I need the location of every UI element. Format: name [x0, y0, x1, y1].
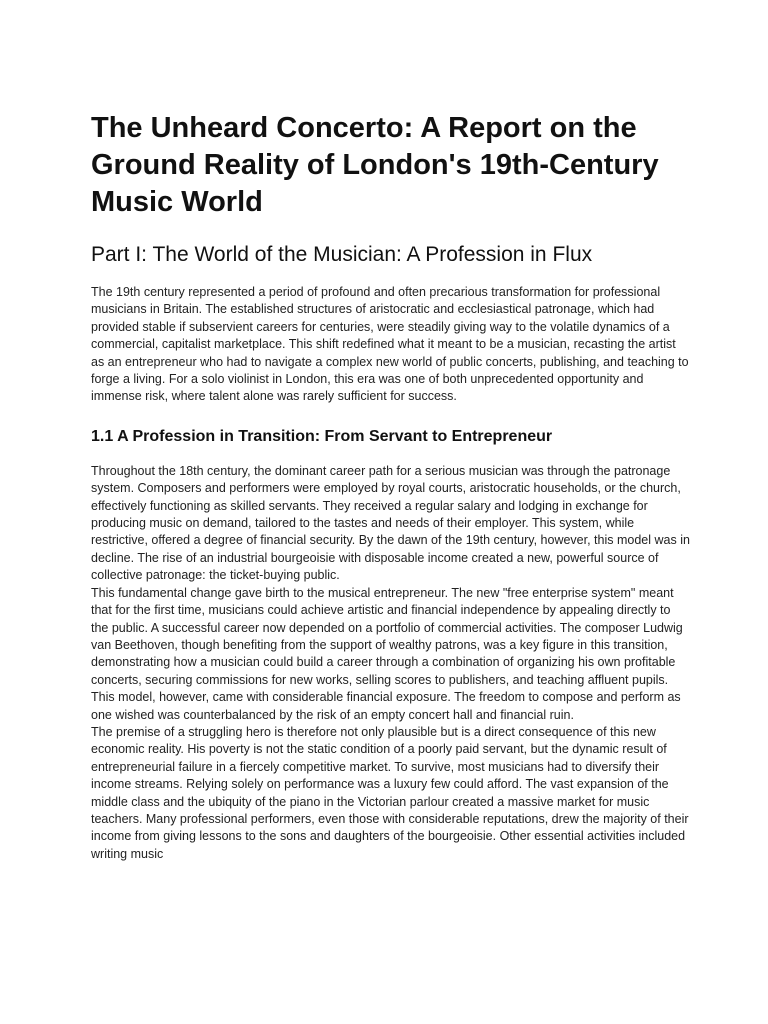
section-paragraph: This fundamental change gave birth to the musical entrepreneur. The new "free enterprise system" meant that for the first time, musicians could achieve artistic and financial independence by appealing directly to the public. A successful career now depended on a portfolio of commercial activities. The composer Ludwig van Beethoven, though benefiting from the support of wealthy patrons, was a key figure in this transition, demonstrating how a musician could build a career through a combination of organizing his own profitable concerts, securing commissions for new works, selling scores to publishers, and teaching affluent pupils. This model, however, came with considerable financial exposure. The freedom to compose and perform as one wished was counterbalanced by the risk of an empty concert hall and financial ruin. [91, 585, 683, 722]
intro-paragraph: The 19th century represented a period of profound and often precarious transformation for professional musicians in Britain. The established structures of aristocratic and ecclesiastical patronage, which had provided stable if subservient careers for centuries, were steadily giving way to the volatile dynamics of a commercial, capitalist marketplace. This shift redefined what it meant to be a musician, recasting the artist as an entrepreneur who had to navigate a complex new world of public concerts, publishing, and teaching to forge a living. For a solo violinist in London, this era was one of both unprecedented opportunity and immense risk, where talent alone was rarely sufficient for success. [91, 285, 689, 404]
document-title: The Unheard Concerto: A Report on the Ground Reality of London's 19th-Century Music World [91, 112, 659, 218]
section-heading: 1.1 A Profession in Transition: From Servant to Entrepreneur [91, 427, 553, 445]
document-page [91, 110, 691, 863]
section-paragraph: The premise of a struggling hero is therefore not only plausible but is a direct consequence of this new economic reality. His poverty is not the static condition of a poorly paid servant, but the dynamic result of entrepreneurial failure in a fiercely competitive market. To survive, most musicians had to diversify their income streams. Relying solely on performance was a luxury few could afford. The vast expansion of the middle class and the ubiquity of the piano in the Victorian parlour created a massive market for music teachers. Many professional performers, even those with considerable reputations, drew the majority of their income from giving lessons to the sons and daughters of the bourgeoisie. Other essential activities included writing music [91, 724, 689, 861]
section-paragraph: Throughout the 18th century, the dominant career path for a serious musician was through the patronage system. Composers and performers were employed by royal courts, aristocratic households, or the church, effectively functioning as skilled servants. They received a regular salary and lodging in exchange for producing music on demand, tailored to the tastes and needs of their employer. This system, while restrictive, offered a degree of financial security. By the dawn of the 19th century, however, this model was in decline. The rise of an industrial bourgeoisie with disposable income created a new, powerful source of collective patronage: the ticket-buying public. [91, 463, 690, 583]
part-heading: Part I: The World of the Musician: A Profession in Flux [91, 243, 593, 266]
